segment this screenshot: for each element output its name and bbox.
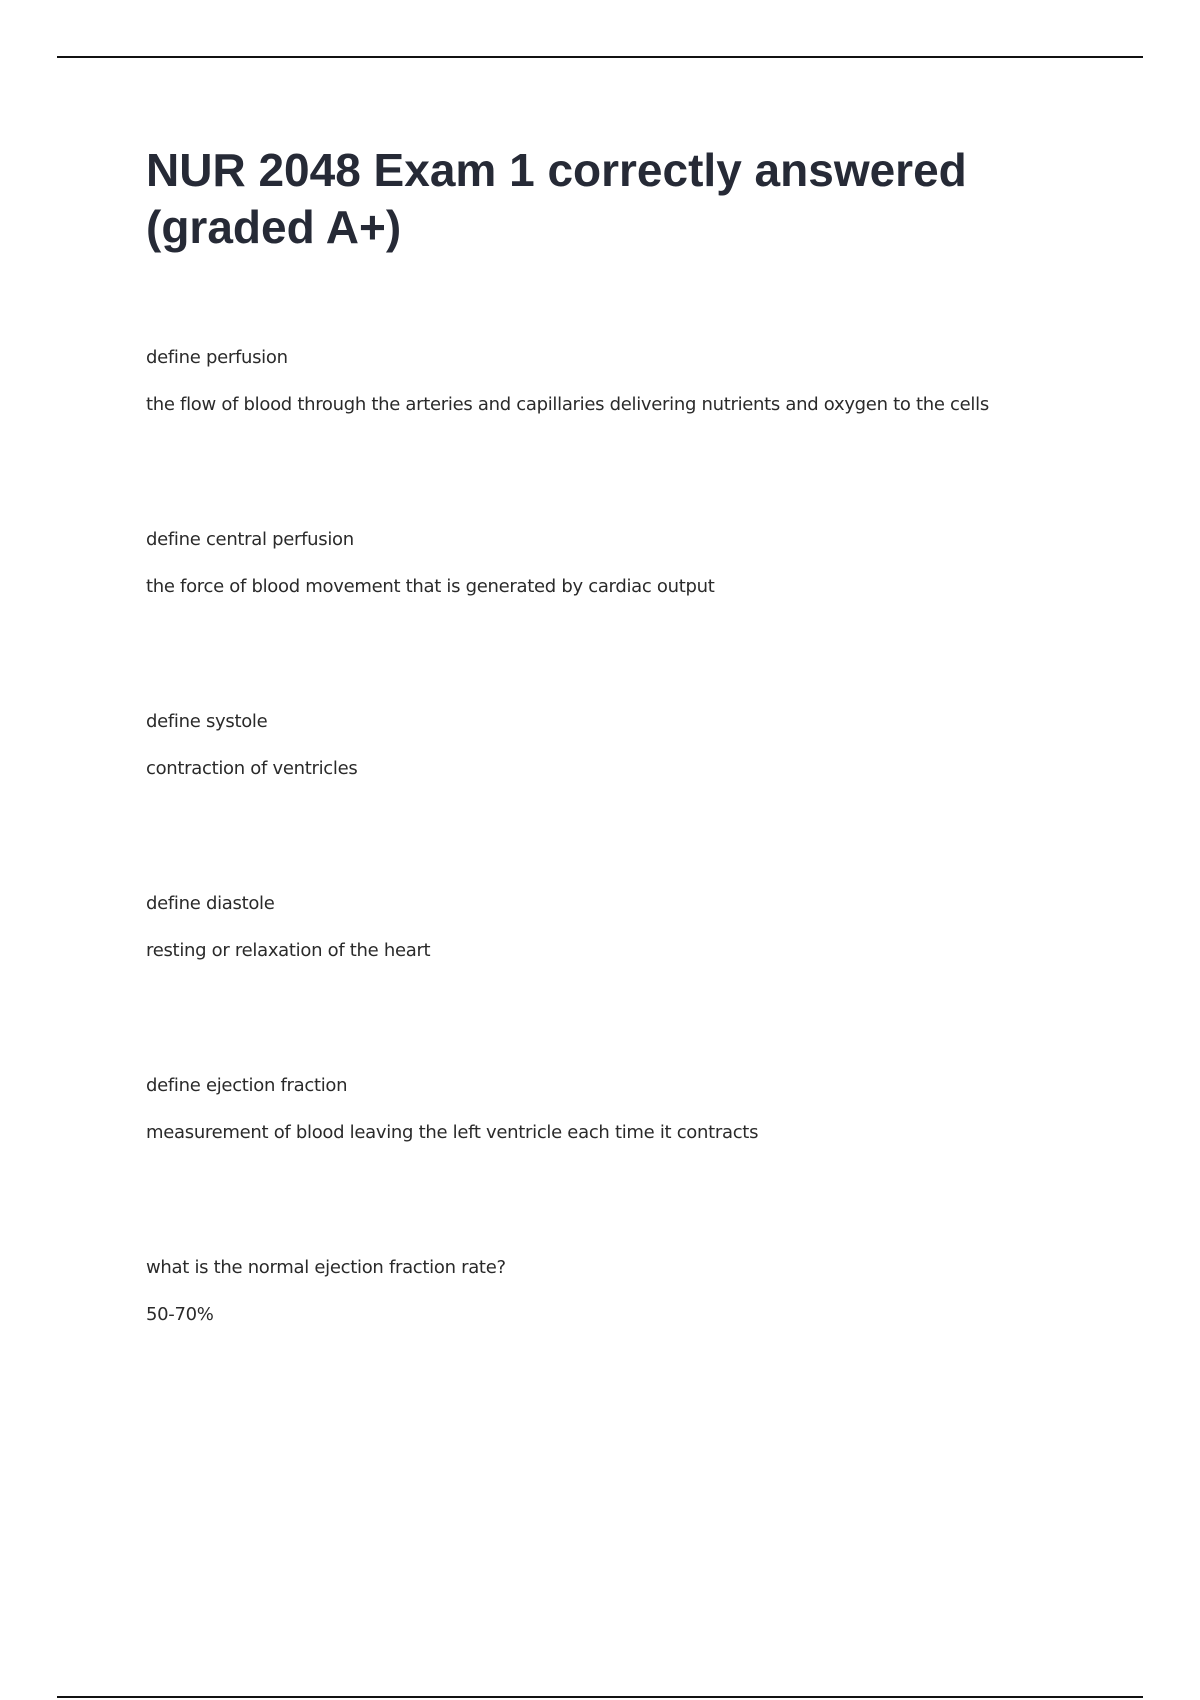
- question-text: define central perfusion: [146, 529, 354, 550]
- document-title: NUR 2048 Exam 1 correctly answered (graded A+): [146, 144, 967, 253]
- qa-item: [146, 528, 1126, 710]
- qa-item: [146, 710, 1126, 892]
- footer-divider: [57, 1696, 1143, 1698]
- qa-item: [146, 1074, 1126, 1256]
- answer-text: measurement of blood leaving the left ventricle each time it contracts: [146, 1122, 759, 1143]
- answer-text: 50-70%: [146, 1304, 214, 1325]
- question-text: define perfusion: [146, 347, 288, 368]
- qa-list: [146, 346, 1126, 1438]
- question-text: define diastole: [146, 893, 275, 914]
- answer-text: the force of blood movement that is generated by cardiac output: [146, 576, 715, 597]
- answer-text: contraction of ventricles: [146, 758, 358, 779]
- answer-text: resting or relaxation of the heart: [146, 940, 431, 961]
- question-text: define ejection fraction: [146, 1075, 348, 1096]
- qa-item: [146, 892, 1126, 1074]
- answer-text: the flow of blood through the arteries and capillaries delivering nutrients and oxygen to the cells: [146, 394, 989, 415]
- qa-item: [146, 1256, 1126, 1438]
- header-divider: [57, 56, 1143, 58]
- qa-item: [146, 346, 1126, 528]
- question-text: what is the normal ejection fraction rate?: [146, 1257, 506, 1278]
- question-text: define systole: [146, 711, 268, 732]
